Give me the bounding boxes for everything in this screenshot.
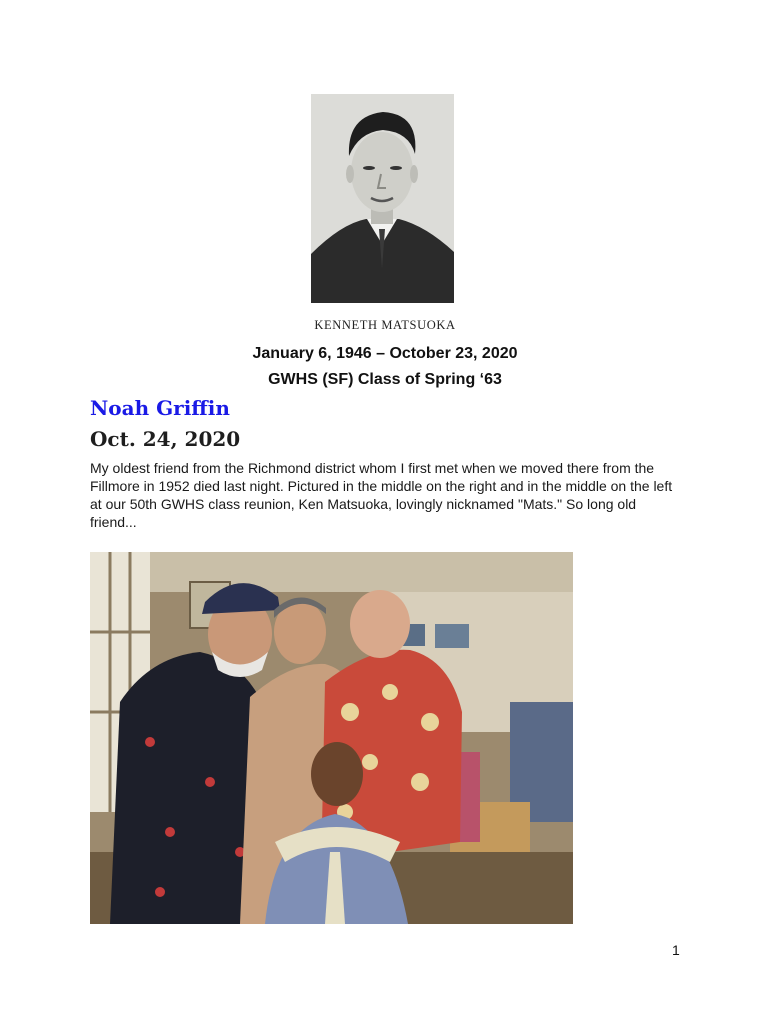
portrait-caption: KENNETH MATSUOKA bbox=[314, 318, 456, 332]
article-date: Oct. 24, 2020 bbox=[90, 427, 241, 451]
yearbook-portrait bbox=[311, 94, 454, 303]
class-line: GWHS (SF) Class of Spring ‘63 bbox=[268, 371, 502, 388]
reunion-photo bbox=[90, 552, 573, 924]
page-number: 1 bbox=[672, 942, 680, 958]
article-body: My oldest friend from the Richmond district whom I first met when we moved there from the Fillmore in 1952 died last night. Pictured in the middle on the right and in the middle on the left at our 50th GWHS class reunion, Ken Matsuoka, lovingly nicknamed "Mats." So long old friend... bbox=[90, 460, 673, 530]
life-dates: January 6, 1946 – October 23, 2020 bbox=[252, 345, 518, 362]
author-link[interactable]: Noah Griffin bbox=[90, 396, 230, 420]
